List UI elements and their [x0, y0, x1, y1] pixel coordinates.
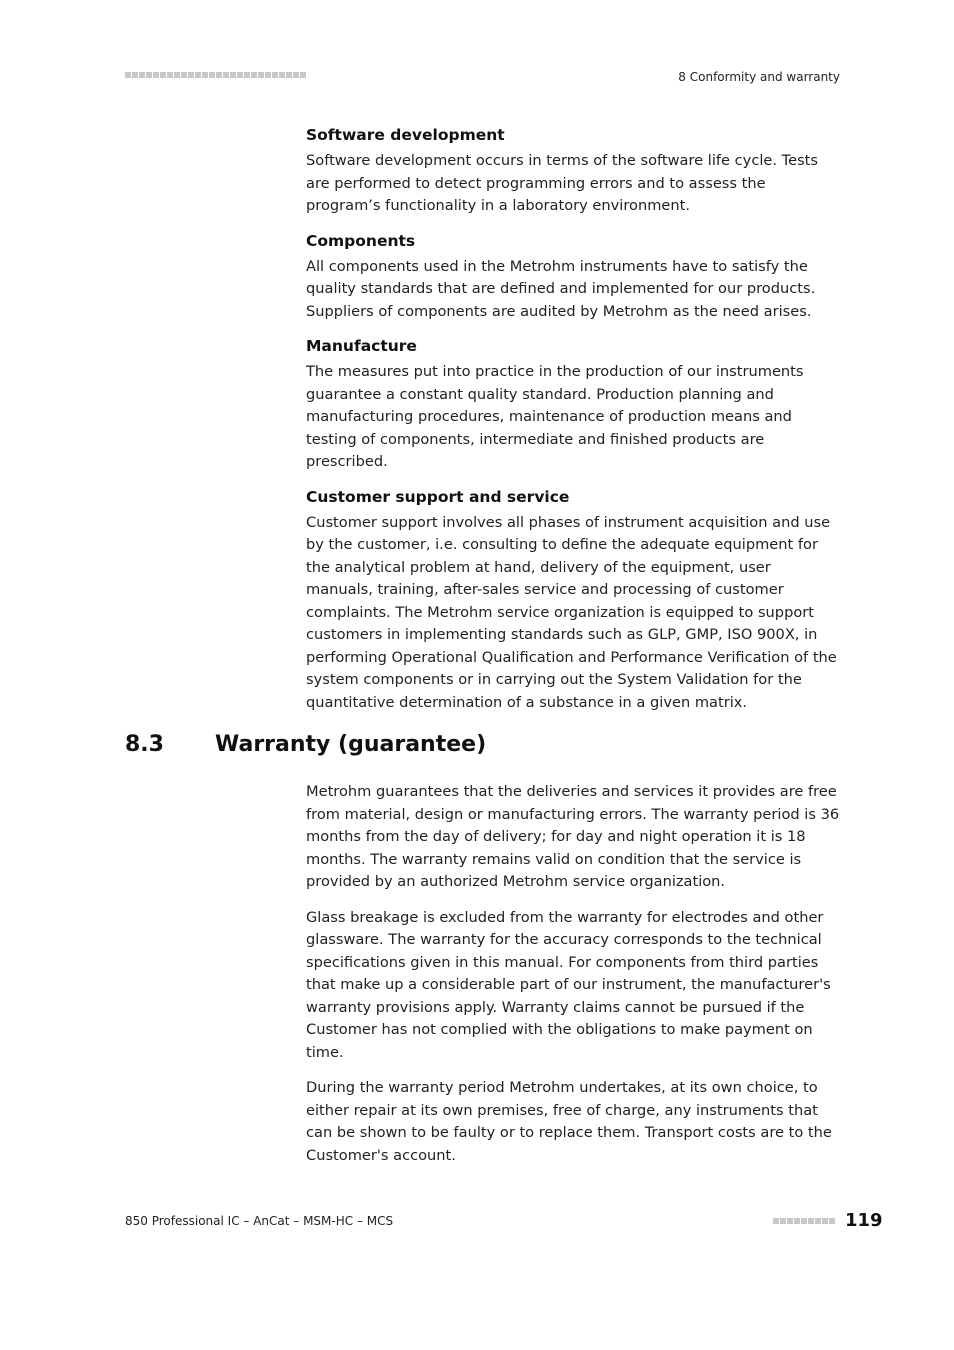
section-heading: Customer support and service — [306, 487, 570, 506]
section-text: Software development occurs in terms of the software life cycle. Tests are performed to detect programming errors and to assess the program’s functionality in a laboratory environment. — [306, 152, 818, 214]
chapter-number: 8.3 — [125, 732, 164, 757]
header-decoration — [125, 72, 306, 78]
section-manufacture — [306, 337, 842, 474]
section-text: All components used in the Metrohm instruments have to satisfy the quality standards that are defined and implemented for our products. Suppliers of components are audited by Metrohm as the need arises. — [306, 257, 816, 320]
warranty-body — [306, 781, 842, 1180]
chapter-heading — [125, 732, 486, 757]
warranty-paragraph: Metrohm guarantees that the deliveries and services it provides are free from material, design or manufacturing errors. The warranty period is 36 months from the day of delivery; for day and night operation it is 18 months. The warranty remains valid on condition that the service is provided by an authorized Metrohm service organization. — [306, 783, 840, 890]
footer-product: 850 Professional IC – AnCat – MSM-HC – MCS — [125, 1214, 394, 1228]
chapter-title: Warranty (guarantee) — [215, 732, 487, 757]
section-heading: Software development — [306, 126, 505, 144]
section-list — [306, 126, 842, 728]
section-text: The measures put into practice in the production of our instruments guarantee a constant quality standard. Production planning and manufacturing procedures, maintenance of production means and testing of components, intermediate and finished products are prescribed. — [306, 363, 804, 470]
page-number: 119 — [845, 1210, 883, 1231]
section-software-development — [306, 126, 842, 218]
warranty-paragraph: During the warranty period Metrohm undertakes, at its own choice, to either repair at its own premises, free of charge, any instruments that can be shown to be faulty or to replace them. Transport costs are to the Customer's account. — [306, 1079, 832, 1164]
section-customer-support — [306, 488, 842, 715]
section-heading: Manufacture — [306, 337, 417, 355]
footer-decoration — [773, 1218, 835, 1224]
section-components — [306, 232, 842, 324]
section-text: Customer support involves all phases of instrument acquisition and use by the customer, i.e. consulting to define the adequate equipment for the analytical problem at hand, delivery of the equipment, user manuals, training, after-sales service and processing of customer complaints. The Metrohm service organization is equipped to support customers in implementing standards such as GLP, GMP, ISO 900X, in performing Operational Qualification and Performance Verification of the system components or in carrying out the System Validation for the quantitative determination of a substance in a given matrix. — [306, 513, 837, 711]
running-header: 8 Conformity and warranty — [678, 70, 840, 84]
section-heading: Components — [306, 231, 416, 250]
warranty-paragraph: Glass breakage is excluded from the warranty for electrodes and other glassware. The warranty for the accuracy corresponds to the technical specifications given in this manual. For components from third parties that make up a considerable part of our instrument, the manufacturer's warranty provisions apply. Warranty claims cannot be pursued if the Customer has not complied with the obligations to make payment on time. — [306, 908, 831, 1061]
